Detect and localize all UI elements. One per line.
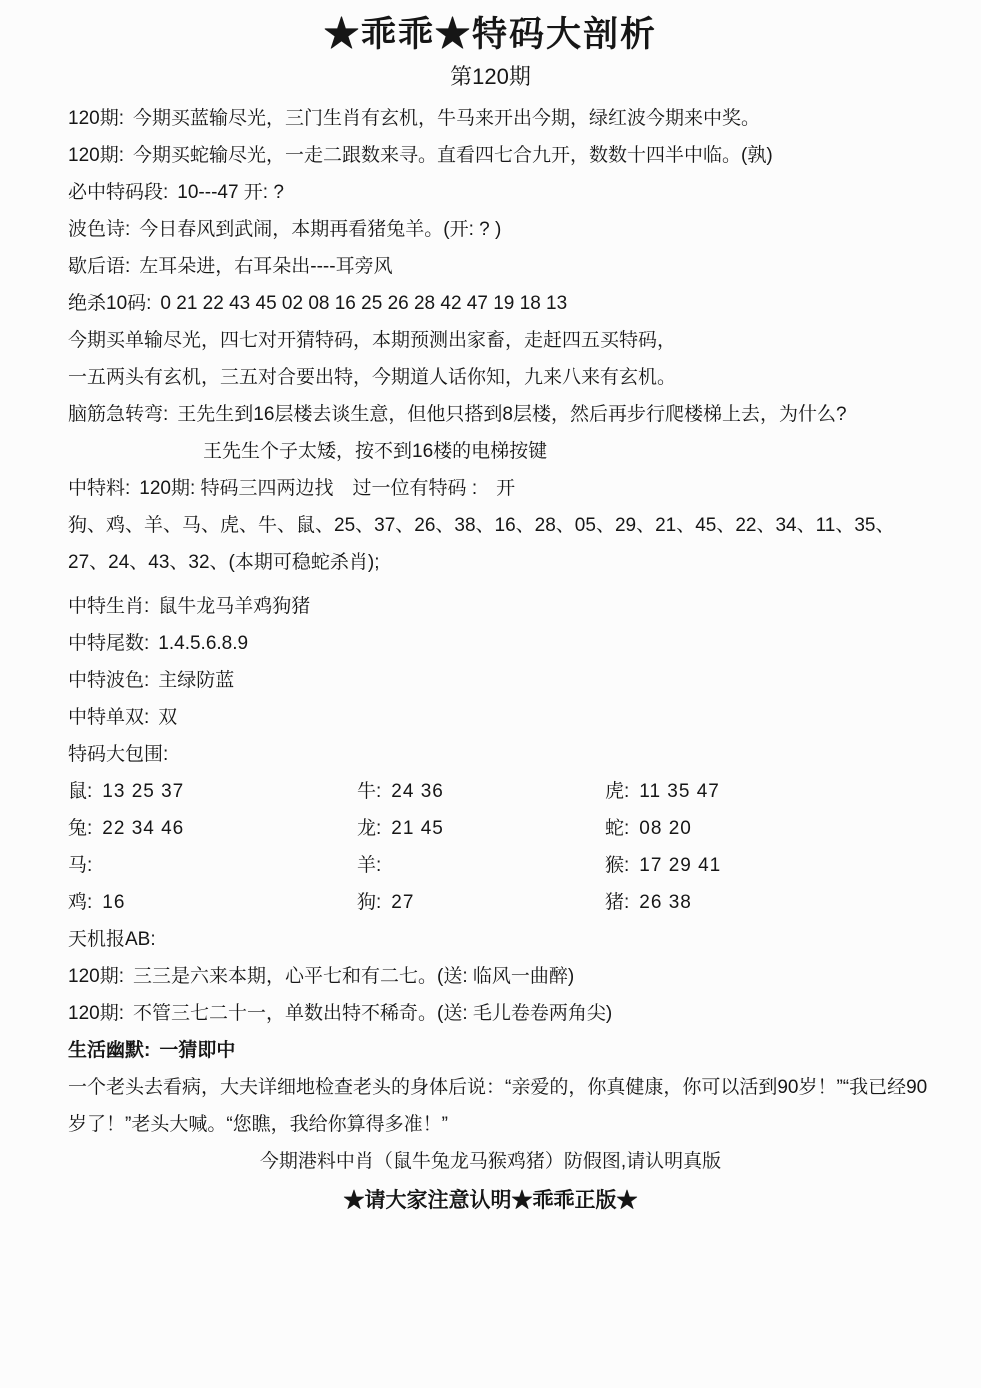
attribute-label: 中特单双:	[68, 707, 150, 728]
line-text: 左耳朵进，右耳朵出----耳旁风	[139, 256, 393, 277]
code-range-line	[68, 174, 939, 211]
grid-cell	[357, 773, 605, 810]
baowei-heading: 特码大包围:	[68, 744, 169, 765]
zodiac-label: 牛:	[357, 781, 382, 802]
attribute-label: 中特波色:	[68, 670, 150, 691]
riddle-question	[68, 396, 939, 433]
zodiac-numbers: 16	[102, 892, 126, 913]
riddle-label: 脑筋急转弯:	[68, 404, 169, 425]
tianji-line	[68, 995, 939, 1032]
zodiac-grid	[68, 773, 939, 921]
doc-title: ★乖乖★特码大剖析	[323, 15, 657, 54]
line-label: 歇后语:	[68, 256, 131, 277]
grid-row	[68, 847, 939, 884]
grid-cell	[605, 884, 939, 921]
zodiac-label: 鼠:	[68, 781, 93, 802]
prediction-line	[68, 137, 939, 174]
line-text: 今期买蛇输尽光，一走二跟数来寻。直看四七合九开，数数十四半中临。(孰)	[132, 145, 773, 166]
humor-label: 生活幽默:	[68, 1040, 151, 1061]
tianji-text: 不管三七二十一，单数出特不稀奇。(送: 毛儿卷卷两角尖)	[132, 1003, 613, 1024]
wave-poem-line	[68, 211, 939, 248]
prediction-line	[68, 100, 939, 137]
footer-notice: 今期港料中肖（鼠牛兔龙马猴鸡猪）防假图,请认明真版	[259, 1151, 722, 1172]
attribute-value: 双	[158, 707, 178, 728]
line-label: 波色诗:	[68, 219, 131, 240]
zodiac-label: 羊:	[357, 855, 382, 876]
attribute-value: 1.4.5.6.8.9	[158, 633, 249, 654]
line-label: 120期:	[68, 145, 124, 166]
zodiac-numbers: 26 38	[639, 892, 692, 913]
grid-cell	[357, 884, 605, 921]
picks-line: 狗、鸡、羊、马、虎、牛、鼠、25、37、26、38、16、28、05、29、21、45、22、34、11、35、	[68, 515, 895, 536]
attribute-line	[68, 625, 939, 662]
attribute-value: 主绿防蓝	[158, 670, 235, 691]
footer-brand: ★请大家注意认明★乖乖正版★	[343, 1189, 638, 1212]
humor-heading	[68, 1032, 939, 1069]
zodiac-label: 猪:	[605, 892, 630, 913]
zodiac-numbers: 17 29 41	[639, 855, 722, 876]
tianji-text: 三三是六来本期，心平七和有二七。(送: 临风一曲醉)	[132, 966, 575, 987]
zodiac-label: 兔:	[68, 818, 93, 839]
zodiac-label: 蛇:	[605, 818, 630, 839]
grid-cell	[357, 810, 605, 847]
line-text: 0 21 22 43 45 02 08 16 25 26 28 42 47 19 18 13	[160, 293, 568, 314]
grid-cell	[357, 847, 605, 884]
grid-cell	[605, 773, 939, 810]
zodiac-numbers: 27	[391, 892, 415, 913]
proverb-line	[68, 248, 939, 285]
zodiac-label: 鸡:	[68, 892, 93, 913]
line-text: 10---47 开: ?	[177, 182, 284, 203]
zodiac-numbers: 11 35 47	[639, 781, 720, 802]
tianji-line	[68, 958, 939, 995]
attribute-line	[68, 699, 939, 736]
zodiac-numbers: 21 45	[391, 818, 444, 839]
humor-title: 一猜即中	[159, 1040, 236, 1061]
zodiac-numbers: 13 25 37	[102, 781, 185, 802]
line-label: 必中特码段:	[68, 182, 169, 203]
zodiac-numbers: 22 34 46	[102, 818, 185, 839]
zodiac-label: 猴:	[605, 855, 630, 876]
humor-body: 一个老头去看病，大夫详细地检查老头的身体后说：“亲爱的，你真健康，你可以活到90岁！”“我已经90岁了！”老头大喊。“您瞧，我给你算得多准！”	[68, 1077, 928, 1135]
attribute-label: 中特生肖:	[68, 596, 150, 617]
line-label: 120期:	[68, 108, 124, 129]
attribute-line	[68, 662, 939, 699]
riddle-question-text: 王先生到16层楼去谈生意，但他只搭到8层楼，然后再步行爬楼梯上去，为什么?	[177, 404, 847, 425]
tianji-label: 120期:	[68, 1003, 124, 1024]
tianji-label: 120期:	[68, 966, 124, 987]
zodiac-label: 马:	[68, 855, 93, 876]
grid-row	[68, 773, 939, 810]
line-text: 今日春风到武闹，本期再看猪兔羊。(开: ? )	[139, 219, 502, 240]
grid-cell	[68, 773, 357, 810]
grid-cell	[68, 884, 357, 921]
grid-cell	[605, 810, 939, 847]
zodiac-numbers: 08 20	[639, 818, 692, 839]
attribute-line	[68, 588, 939, 625]
grid-row	[68, 884, 939, 921]
zodiac-label: 虎:	[605, 781, 630, 802]
zhongteliao-text: 120期: 特码三四两边找 过一位有特码 : 开	[139, 478, 516, 499]
issue-number: 第120期	[450, 64, 531, 89]
zodiac-numbers: 24 36	[391, 781, 444, 802]
line-label: 绝杀10码:	[68, 293, 152, 314]
zodiac-label: 狗:	[357, 892, 382, 913]
tianji-heading: 天机报AB:	[68, 929, 156, 950]
attributes-section	[68, 588, 939, 736]
grid-cell	[68, 847, 357, 884]
zodiac-label: 龙:	[357, 818, 382, 839]
attribute-value: 鼠牛龙马羊鸡狗猪	[158, 596, 311, 617]
zhongteliao-line	[68, 470, 939, 507]
kill-codes-line	[68, 285, 939, 322]
picks-line: 27、24、43、32、(本期可稳蛇杀肖);	[68, 552, 380, 573]
attribute-label: 中特尾数:	[68, 633, 150, 654]
zhongteliao-label: 中特料:	[68, 478, 131, 499]
line-text: 今期买蓝输尽光，三门生肖有玄机，牛马来开出今期，绿红波今期来中奖。	[132, 108, 760, 129]
verse-line: 一五两头有玄机，三五对合要出特，今期道人话你知，九来八来有玄机。	[68, 367, 677, 388]
grid-row	[68, 810, 939, 847]
riddle-answer: 王先生个子太矮，按不到16楼的电梯按键	[203, 441, 548, 462]
grid-cell	[68, 810, 357, 847]
verse-line: 今期买单输尽光，四七对开猜特码，本期预测出家畜，走赶四五买特码，	[68, 330, 677, 351]
grid-cell	[605, 847, 939, 884]
